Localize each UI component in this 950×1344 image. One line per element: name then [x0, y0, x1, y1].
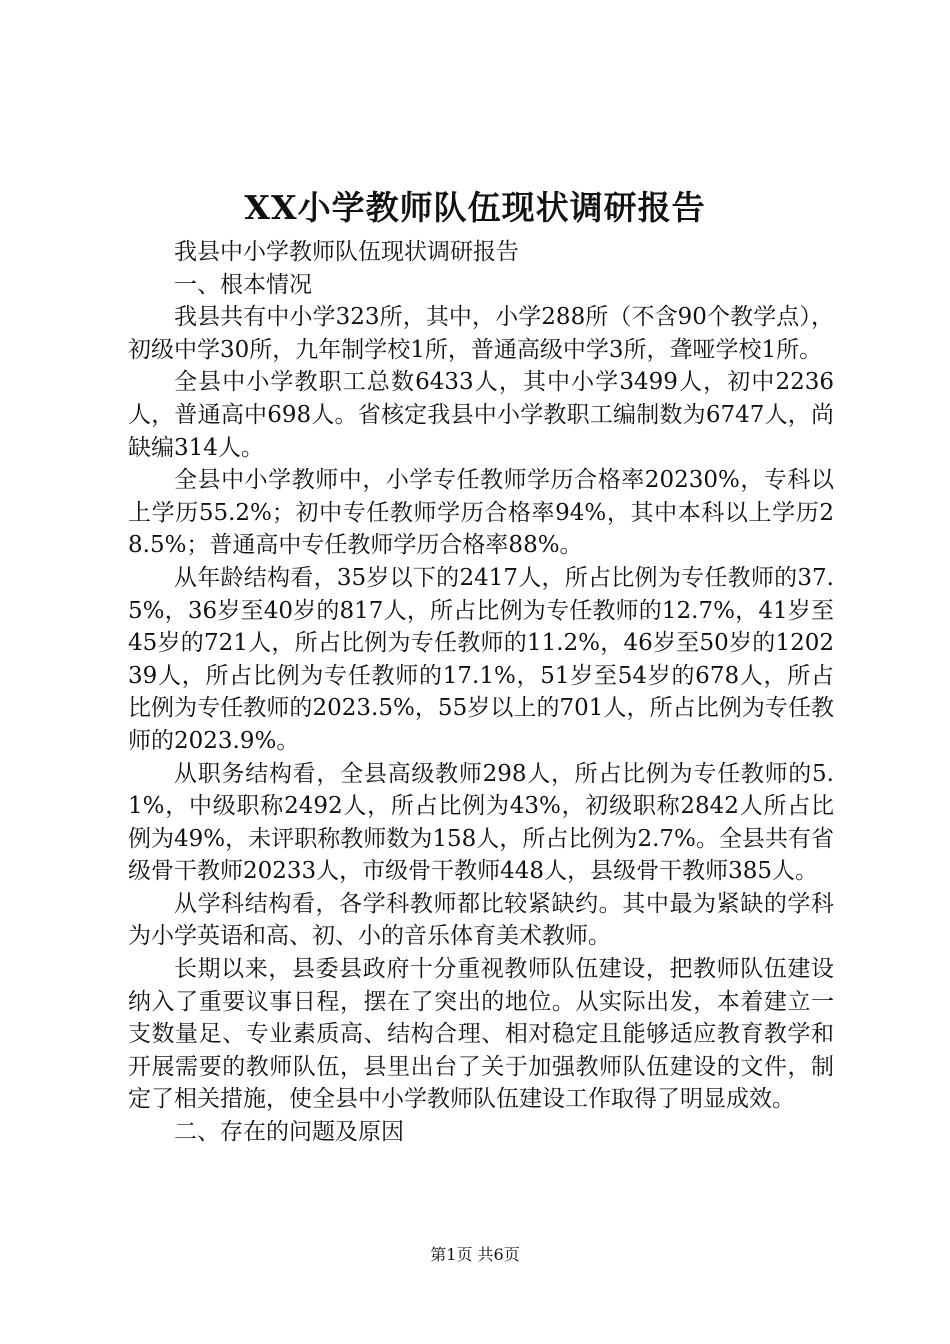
paragraph-staff-totals: 全县中小学教职工总数6433人，其中小学3499人，初中2236人，普通高中698人。省核定我县中小学教职工编制数为6747人，尚缺编314人。	[128, 369, 834, 461]
paragraph-subject-structure: 从学科结构看，各学科教师都比较紧缺约。其中最为紧缺的学科为小学英语和高、初、小的音乐体育美术教师。	[128, 890, 834, 950]
paragraph-title-structure: 从职务结构看，全县高级教师298人，所占比例为专任教师的5.1%，中级职称2492人，所占比例为43%，初级职称2842人所占比例为49%，未评职称教师数为158人，所占比例为2.7%。全县共有省级骨干教师20233人，市级骨干教师448人，县级骨干教师385人。	[128, 760, 834, 885]
document-body	[128, 236, 834, 1149]
paragraph-age-structure: 从年龄结构看，35岁以下的2417人，所占比例为专任教师的37.5%，36岁至40岁的817人，所占比例为专任教师的12.7%，41岁至45岁的721人，所占比例为专任教师的11.2%，46岁至50岁的120239人，所占比例为专任教师的17.1%，51岁至54岁的678人，所占比例为专任教师的2023.5%，55岁以上的701人，所占比例为专任教师的2023.9%。	[128, 564, 834, 754]
paragraph-school-counts: 我县共有中小学323所，其中，小学288所（不含90个教学点），初级中学30所，九年制学校1所，普通高级中学3所，聋哑学校1所。	[128, 304, 834, 363]
section-heading-basic-situation: 一、根本情况	[174, 271, 312, 298]
paragraph-qualification-rates: 全县中小学教师中，小学专任教师学历合格率20230%，专科以上学历55.2%；初中专任教师学历合格率94%，其中本科以上学历28.5%；普通高中专任教师学历合格率88%。	[128, 467, 834, 559]
page-footer: 第1页 共6页	[430, 1245, 520, 1264]
section-heading-problems: 二、存在的问题及原因	[174, 1119, 404, 1146]
paragraph-government-measures: 长期以来，县委县政府十分重视教师队伍建设，把教师队伍建设纳入了重要议事日程，摆在了突出的地位。从实际出发，本着建立一支数量足、专业素质高、结构合理、相对稳定且能够适应教育教学和开展需要的教师队伍，县里出台了关于加强教师队伍建设的文件，制定了相关措施，使全县中小学教师队伍建设工作取得了明显成效。	[128, 956, 834, 1113]
document-title: XX小学教师队伍现状调研报告	[244, 188, 706, 227]
subtitle-paragraph: 我县中小学教师队伍现状调研报告	[174, 239, 519, 265]
